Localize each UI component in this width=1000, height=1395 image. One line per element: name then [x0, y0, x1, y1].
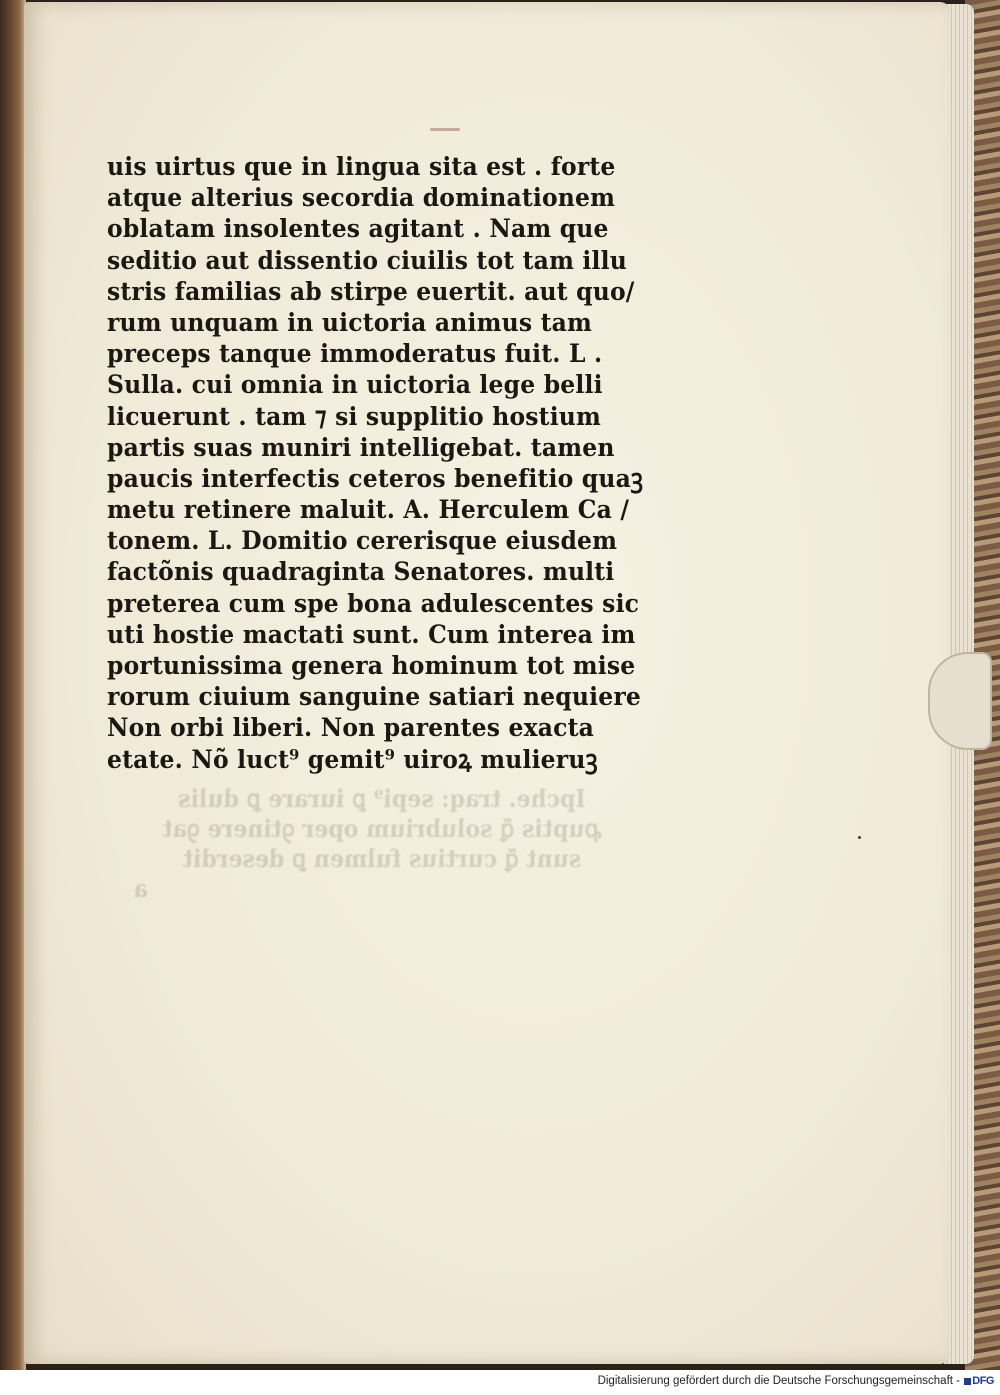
funding-credit: Digitalisierung gefördert durch die Deutsche Forschungsgemeinschaft - — [597, 1375, 960, 1387]
text-line: preceps tanque immoderatus fuit. L . — [107, 339, 603, 370]
dfg-logo — [964, 1374, 994, 1389]
text-line: uis uirtus que in lingua sita est . forte — [107, 152, 616, 182]
text-line: tonem. L. Domitio cererisque eiusdem — [107, 526, 618, 557]
text-line: atque alterius secordia dominationem — [107, 183, 616, 214]
ink-speck — [858, 836, 861, 839]
text-line: paucis interfectis ceteros benefitio quaꝫ — [107, 463, 644, 494]
paper-mark — [430, 128, 460, 131]
text-line: licuerunt . tam ⁊ si supplitio hostium — [107, 401, 602, 432]
text-line: Sulla. cui omnia in uictoria lege belli — [107, 370, 603, 401]
text-line: rorum ciuium sanguine satiari nequiere — [107, 682, 641, 713]
latin-text-block — [107, 152, 667, 776]
text-line: metu retinere maluit. A. Herculem Ca / — [107, 495, 630, 526]
text-line: portunissima genera hominum tot mise — [107, 651, 636, 681]
text-line: stris familias ab stirpe euertit. aut quo/ — [107, 276, 635, 307]
text-line: Non orbi liberi. Non parentes exacta — [107, 713, 595, 744]
dfg-logo-text: DFG — [972, 1375, 994, 1387]
text-line: uti hostie mactati sunt. Cum interea im — [107, 619, 636, 650]
dfg-logo-mark-icon — [964, 1378, 971, 1385]
left-binding-edge — [0, 0, 26, 1370]
text-line: oblatam insolentes agitant . Nam que — [107, 214, 609, 245]
text-line: partis suas muniri intelligebat. tamen — [107, 432, 615, 463]
text-line: factõnis quadraginta Senatores. multi — [107, 557, 615, 588]
text-line: etate. Nõ luct⁹ gemit⁹ uiroꝝ mulieruꝫ — [107, 744, 598, 775]
verso-show-through: Ipche. traq: sepi⁹ ꝑ iurare ꝑ dulis ꝓuptis ꝗ̃ solubrium oper ꝯtinere ꝯat sunt ꝗ̃ curtius fulmen ꝑ deserdit a — [133, 784, 602, 903]
text-line: rum unquam in uictoria animus tam — [107, 307, 593, 338]
footer-bar — [0, 1370, 1000, 1395]
text-line: preterea cum spe bona adulescentes sic — [107, 588, 640, 619]
page-tab-marker — [928, 652, 992, 750]
text-line: seditio aut dissentio ciuilis tot tam illu — [107, 245, 627, 276]
